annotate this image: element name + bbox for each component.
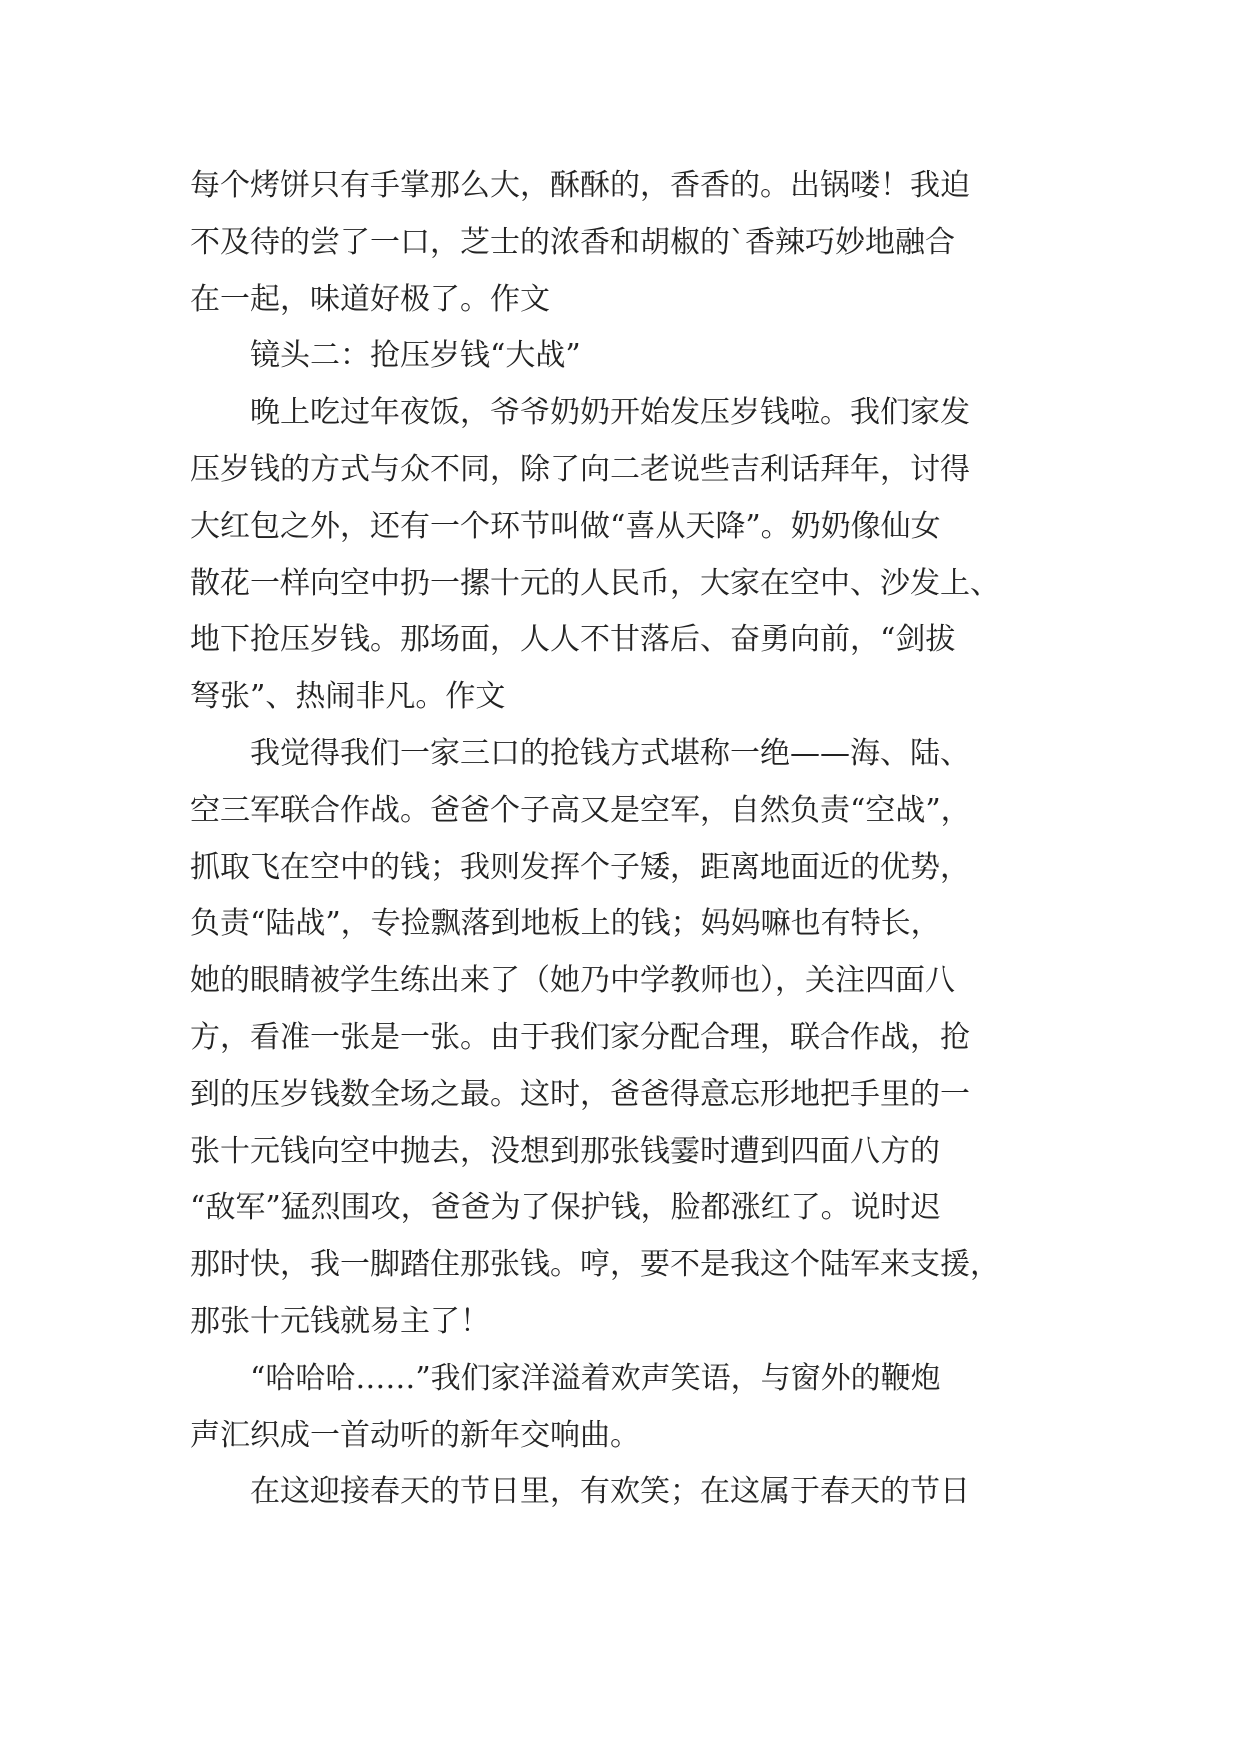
text-line: “敌军”猛烈围攻，爸爸为了保护钱，脸都涨红了。说时迟	[190, 1190, 941, 1226]
text-line: 到的压岁钱数全场之最。这时，爸爸得意忘形地把手里的一	[190, 1076, 970, 1112]
text-line: 那时快，我一脚踏住那张钱。哼，要不是我这个陆军来支援，	[190, 1247, 1000, 1283]
text-line: 那张十元钱就易主了！	[190, 1303, 490, 1339]
text-line: 弩张”、热闹非凡。作文	[190, 679, 506, 715]
text-line: 在一起，味道好极了。作文	[190, 281, 550, 317]
text-line: 镜头二：抢压岁钱“大战”	[250, 338, 581, 374]
text-line: 声汇织成一首动听的新年交响曲。	[190, 1417, 640, 1453]
text-line: 负责“陆战”，专捡飘落到地板上的钱；妈妈嘛也有特长，	[190, 906, 941, 942]
text-line: 抓取飞在空中的钱；我则发挥个子矮，距离地面近的优势，	[190, 849, 970, 885]
text-line: 每个烤饼只有手掌那么大，酥酥的，香香的。出锅喽！我迫	[190, 168, 970, 203]
text-line: 散花一样向空中扔一摞十元的人民币，大家在空中、沙发上、	[190, 565, 1000, 601]
text-line: 我觉得我们一家三口的抢钱方式堪称一绝——海、陆、	[250, 735, 970, 771]
document-body	[190, 158, 1062, 1521]
text-line: 在这迎接春天的节日里，有欢笑；在这属于春天的节日	[250, 1474, 970, 1510]
text-line: 张十元钱向空中抛去，没想到那张钱霎时遭到四面八方的	[190, 1133, 940, 1169]
text-line: 地下抢压岁钱。那场面，人人不甘落后、奋勇向前，“剑拔	[190, 622, 956, 658]
text-line: 她的眼睛被学生练出来了（她乃中学教师也），关注四面八	[190, 963, 955, 999]
text-line: 压岁钱的方式与众不同，除了向二老说些吉利话拜年，讨得	[190, 451, 970, 487]
text-line: 空三军联合作战。爸爸个子高又是空军，自然负责“空战”，	[190, 792, 971, 828]
text-line: 大红包之外，还有一个环节叫做“喜从天降”。奶奶像仙女	[190, 508, 941, 544]
text-line: 晚上吃过年夜饭，爷爷奶奶开始发压岁钱啦。我们家发	[250, 395, 970, 431]
text-line: 方，看准一张是一张。由于我们家分配合理，联合作战，抢	[190, 1019, 970, 1055]
text-line: 不及待的尝了一口，芝士的浓香和胡椒的`香辣巧妙地融合	[190, 224, 955, 260]
text-line: “哈哈哈……”我们家洋溢着欢声笑语，与窗外的鞭炮	[250, 1360, 941, 1396]
